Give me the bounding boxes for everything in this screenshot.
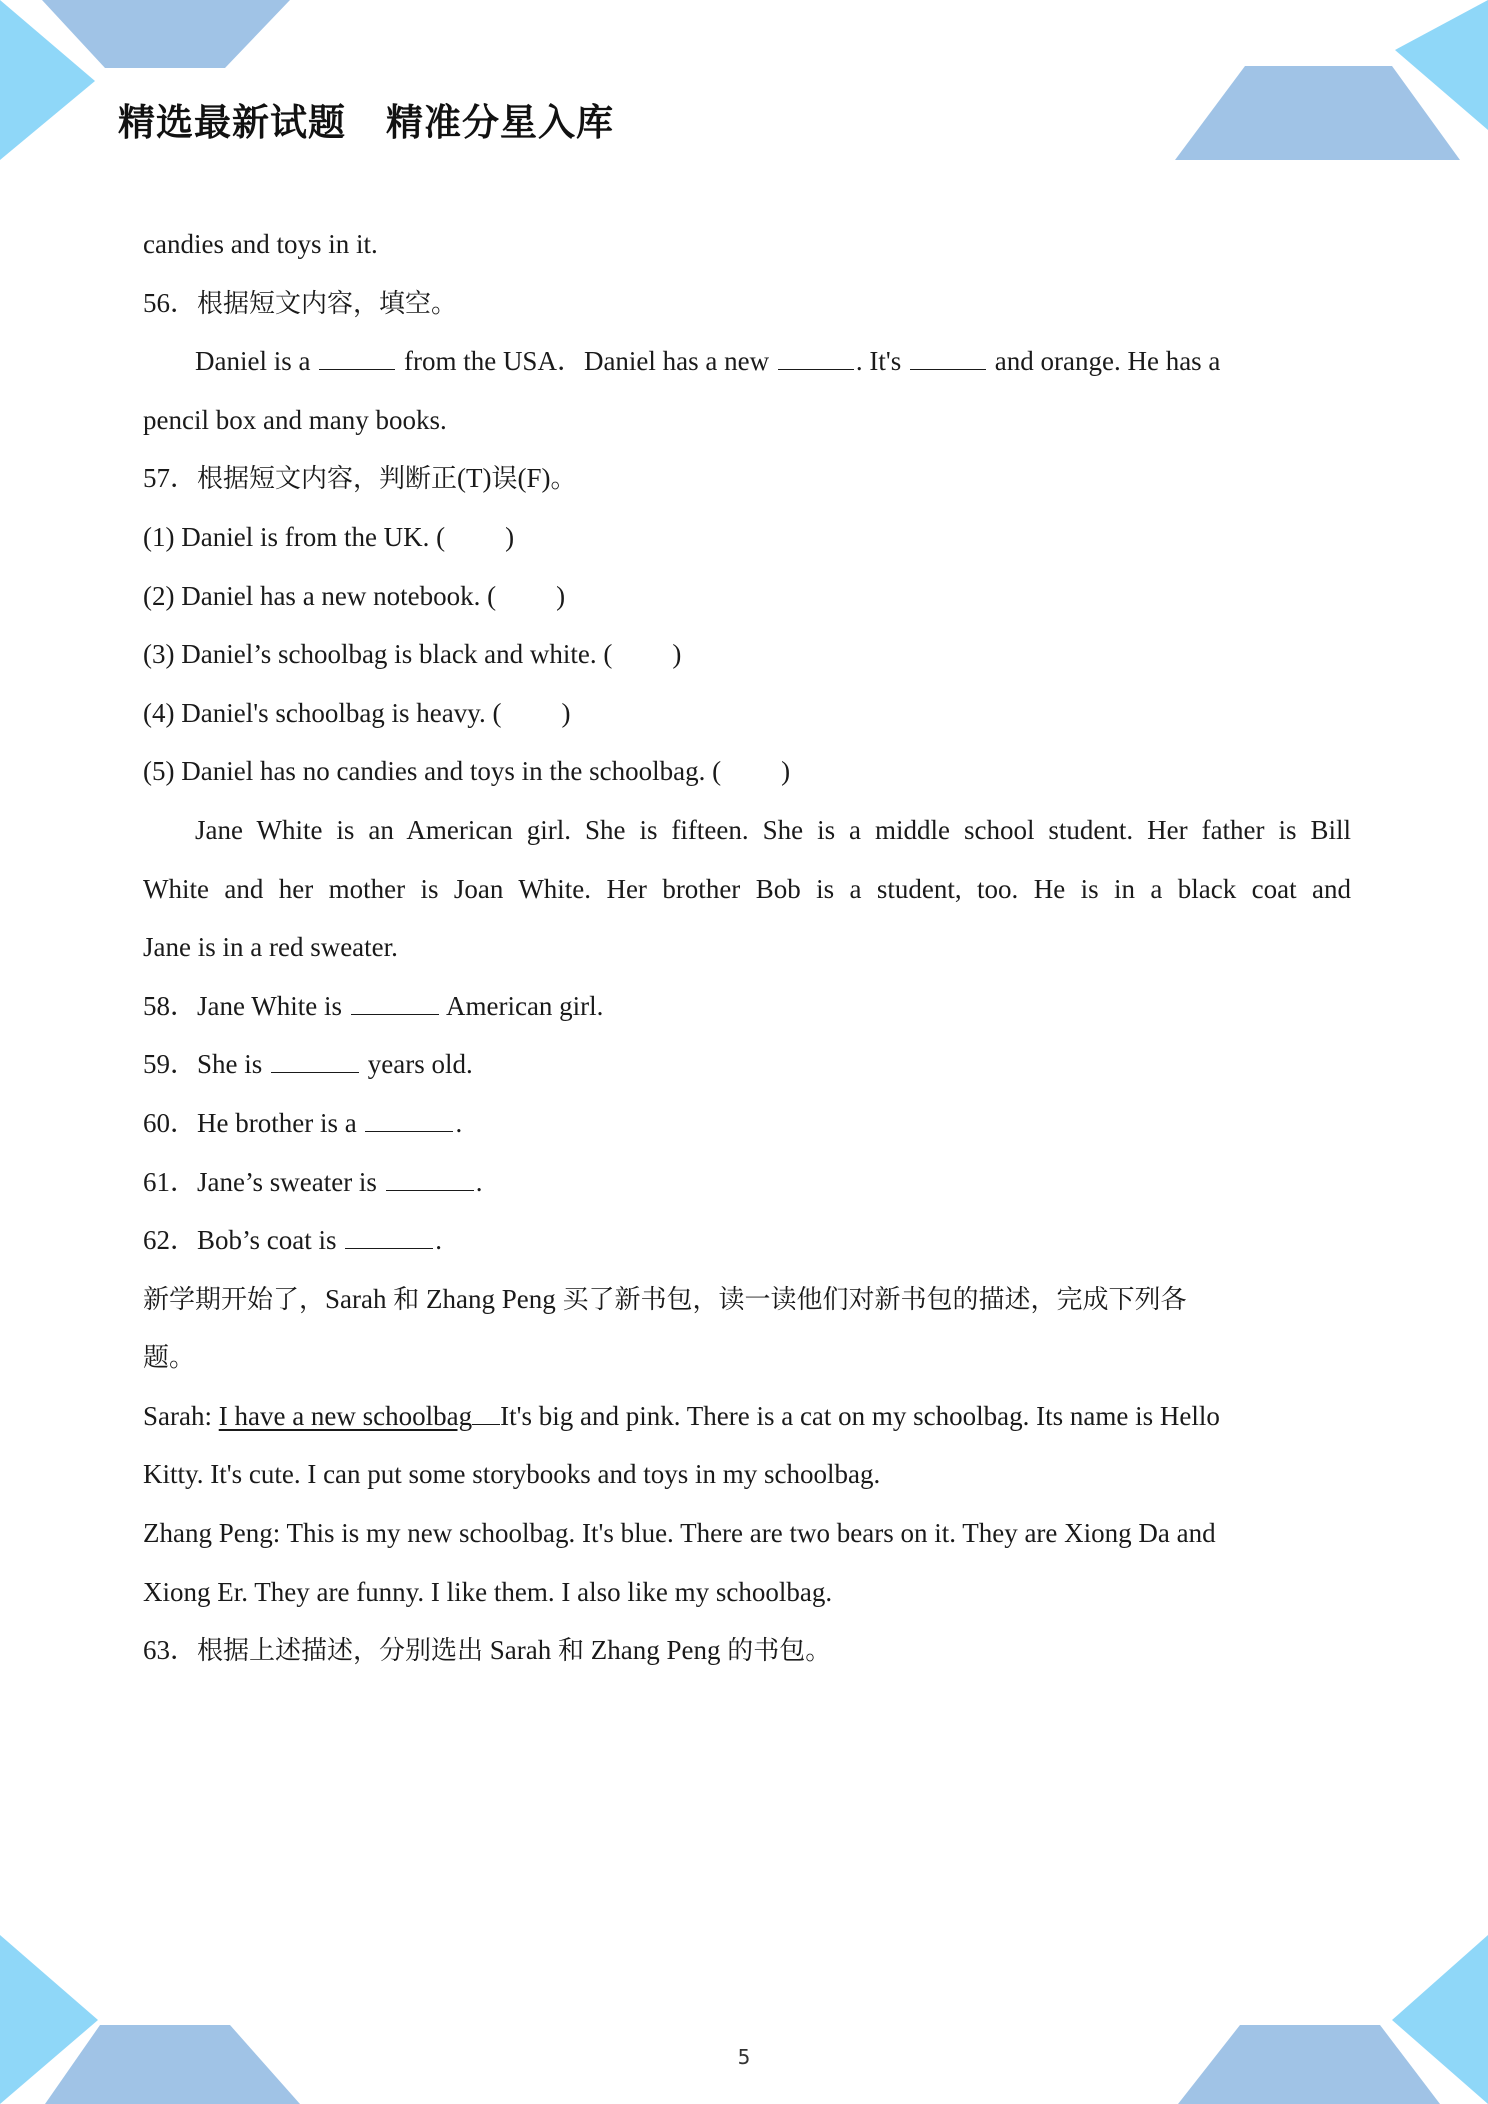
text-segment: 和 bbox=[393, 1284, 420, 1315]
header-title-part2: 精准分星入库 bbox=[386, 101, 614, 144]
text-line: Kitty. It's cute. I can put some storybooks and toys in my schoolbag. bbox=[143, 1459, 881, 1490]
text-segment: years old. bbox=[367, 1049, 473, 1080]
statement-5 bbox=[143, 742, 1351, 801]
statement-text: (5) Daniel has no candies and toys in the schoolbag. ( bbox=[143, 756, 722, 787]
statement-text: (2) Daniel has a new notebook. ( bbox=[143, 580, 497, 611]
question-number: 60． bbox=[143, 1107, 197, 1138]
document-body bbox=[143, 215, 1351, 1680]
text-segment: Sarah bbox=[325, 1283, 387, 1314]
text-segment: . It's bbox=[855, 346, 902, 377]
answer-blank[interactable] bbox=[778, 345, 854, 370]
question-57-heading bbox=[143, 449, 1351, 508]
underlined-text: I have a new schoolbag bbox=[218, 1400, 473, 1431]
underline-tail bbox=[472, 1400, 500, 1425]
text-segment: 根据上述描述，分别选出 bbox=[197, 1636, 484, 1667]
answer-blank[interactable] bbox=[345, 1224, 433, 1249]
text-segment: . bbox=[475, 1166, 483, 1197]
line-text: pencil box and many books. bbox=[143, 404, 447, 435]
text-segment: Jane’s sweater is bbox=[197, 1166, 377, 1197]
header-title bbox=[118, 92, 614, 146]
text-segment: 新学期开始了， bbox=[143, 1284, 326, 1315]
statement-text: (1) Daniel is from the UK. ( bbox=[143, 521, 446, 552]
text-segment: (T) bbox=[457, 463, 492, 494]
question-number: 56． bbox=[143, 287, 197, 318]
passage-line: Jane White is an American girl. She is fifteen. She is a middle school student. Her father is Bill bbox=[195, 814, 1351, 845]
answer-blank[interactable] bbox=[365, 1107, 453, 1132]
answer-blank[interactable] bbox=[386, 1165, 474, 1190]
passage-line: White and her mother is Joan White. Her brother Bob is a student, too. He is in a black coat and bbox=[143, 873, 1351, 904]
answer-blank[interactable] bbox=[910, 345, 986, 370]
zhang-peng-description: Zhang Peng: This is my new schoolbag. It's blue. There are two bears on it. They are Xiong Da and bbox=[143, 1518, 1216, 1549]
passage-line: Jane is in a red sweater. bbox=[143, 932, 398, 963]
answer-blank[interactable] bbox=[319, 345, 395, 370]
question-number: 58． bbox=[143, 990, 197, 1021]
text-line bbox=[143, 215, 1351, 274]
text-segment: He brother is a bbox=[197, 1107, 357, 1138]
text-segment: Zhang Peng bbox=[426, 1283, 556, 1314]
text-segment: Sarah bbox=[489, 1635, 552, 1666]
question-56-passage bbox=[143, 332, 1351, 391]
text-segment: Zhang Peng bbox=[590, 1635, 721, 1666]
question-prompt: 根据短文内容，填空。 bbox=[197, 288, 458, 319]
answer-blank[interactable] bbox=[271, 1048, 359, 1073]
text-line bbox=[143, 391, 1351, 450]
close-paren: ) bbox=[561, 697, 571, 728]
header-title-part1: 精选最新试题 bbox=[118, 101, 346, 144]
text-segment: 。 bbox=[550, 464, 577, 495]
close-paren: ) bbox=[556, 580, 566, 611]
text-segment: 的书包。 bbox=[727, 1636, 832, 1667]
text-segment: 根据短文内容，判断正 bbox=[197, 464, 458, 495]
text-segment: She is bbox=[197, 1049, 263, 1080]
question-number: 61． bbox=[143, 1166, 197, 1197]
text-segment: Jane White is bbox=[197, 990, 342, 1021]
text-segment: (F) bbox=[517, 463, 551, 494]
text-segment: . bbox=[455, 1107, 463, 1138]
statement-1 bbox=[143, 508, 1351, 567]
question-number: 59． bbox=[143, 1049, 197, 1080]
text-segment: . bbox=[435, 1225, 442, 1256]
sarah-description bbox=[143, 1387, 1351, 1446]
section-intro-cont bbox=[143, 1328, 1351, 1387]
question-number: 63． bbox=[143, 1635, 197, 1666]
question-58 bbox=[143, 977, 1351, 1036]
section-intro bbox=[143, 1270, 1351, 1329]
question-number: 57． bbox=[143, 463, 197, 494]
close-paren: ) bbox=[781, 756, 791, 787]
statement-4 bbox=[143, 684, 1351, 743]
statement-2 bbox=[143, 567, 1351, 626]
text-segment: Daniel is a bbox=[195, 346, 311, 377]
text-segment: 和 bbox=[558, 1636, 585, 1667]
page-number: 5 bbox=[737, 2045, 751, 2069]
close-paren: ) bbox=[672, 639, 682, 670]
text-segment: 误 bbox=[491, 464, 518, 495]
text-line: Xiong Er. They are funny. I like them. I also like my schoolbag. bbox=[143, 1576, 833, 1607]
question-61 bbox=[143, 1153, 1351, 1212]
question-59 bbox=[143, 1035, 1351, 1094]
top-right-trapezoid bbox=[1175, 66, 1460, 160]
question-number: 62． bbox=[143, 1225, 197, 1256]
statement-text: (4) Daniel's schoolbag is heavy. ( bbox=[143, 697, 502, 728]
close-paren: ) bbox=[505, 521, 515, 552]
text-segment: American girl. bbox=[445, 990, 604, 1021]
statement-text: (3) Daniel’s schoolbag is black and white. ( bbox=[143, 639, 613, 670]
answer-blank[interactable] bbox=[351, 989, 439, 1014]
text-segment: 买了新书包，读一读他们对新书包的描述，完成下列各 bbox=[562, 1284, 1187, 1315]
question-62 bbox=[143, 1211, 1351, 1270]
question-56-heading bbox=[143, 274, 1351, 333]
statement-3 bbox=[143, 625, 1351, 684]
text-segment: Bob’s coat is bbox=[197, 1225, 337, 1256]
text-segment: from the USA．Daniel has a new bbox=[403, 346, 770, 377]
speaker-label: Sarah: bbox=[143, 1400, 219, 1431]
text-segment: 题。 bbox=[143, 1343, 196, 1374]
line-text: candies and toys in it. bbox=[143, 229, 378, 259]
text-segment: and orange. He has a bbox=[994, 346, 1221, 377]
top-left-trapezoid bbox=[42, 0, 290, 68]
question-60 bbox=[143, 1094, 1351, 1153]
question-63 bbox=[143, 1621, 1351, 1680]
text-segment: It's big and pink. There is a cat on my schoolbag. Its name is Hello bbox=[500, 1400, 1220, 1431]
